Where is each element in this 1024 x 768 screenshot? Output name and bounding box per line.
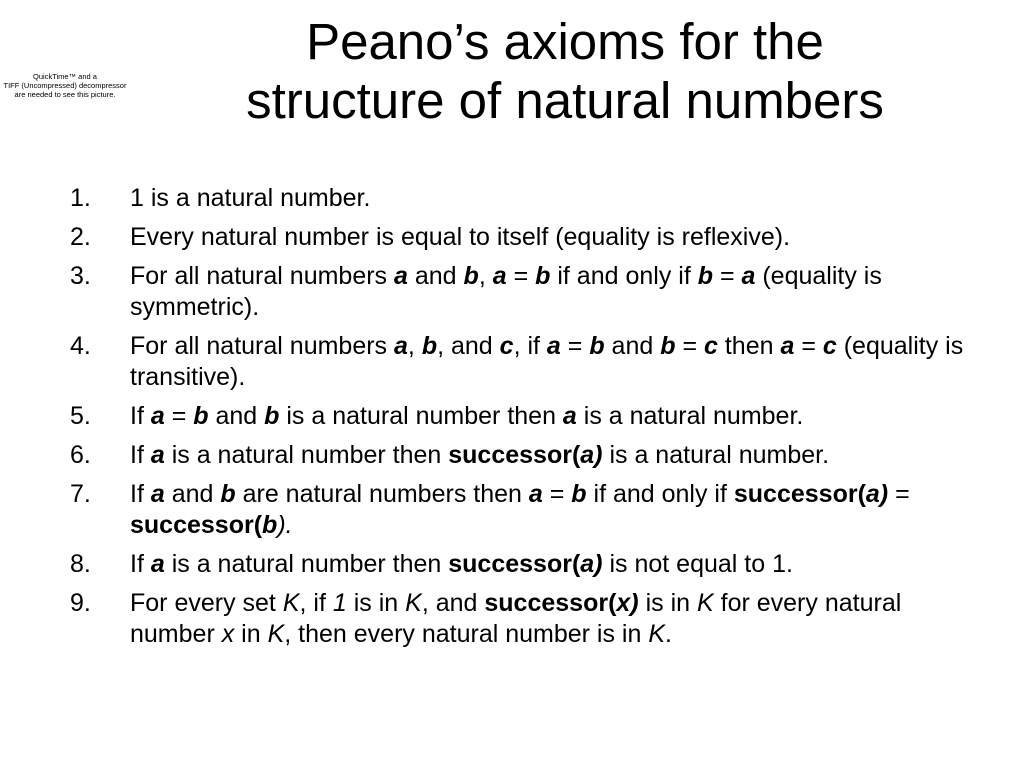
axiom-text: [130, 402, 803, 430]
axiom-text-segment: in: [234, 620, 268, 648]
axiom-text-segment: =: [794, 332, 823, 360]
axiom-text-segment: then: [717, 332, 781, 360]
axiom-text-segment: (equality is symmetric).: [130, 262, 882, 321]
axiom-text-segment: If: [130, 550, 151, 578]
axiom-item: [70, 222, 970, 253]
slide-title-line-1: Peano’s axioms for the: [306, 13, 824, 70]
axiom-text-segment: a: [150, 441, 165, 469]
axiom-text: [130, 332, 963, 391]
axiom-text-segment: b: [193, 402, 209, 430]
axiom-text-segment: successor(: [484, 589, 617, 617]
axiom-text-segment: If: [130, 441, 151, 469]
axiom-text-segment: .: [665, 620, 672, 648]
axiom-text-segment: =: [888, 480, 910, 508]
axiom-text-segment: and: [208, 402, 265, 430]
axiom-text-segment: b: [463, 262, 479, 290]
axiom-text-segment: a): [580, 441, 603, 469]
axiom-text-segment: successor(: [448, 550, 581, 578]
axiom-number: 8.: [70, 550, 91, 578]
axiom-text-segment: is a natural number then: [164, 441, 449, 469]
axiom-text-segment: is a natural number then: [164, 550, 449, 578]
axiom-text-segment: x): [616, 589, 639, 617]
axiom-text-segment: K: [282, 589, 300, 617]
axiom-text-segment: c: [704, 332, 718, 360]
axiom-text: [130, 589, 901, 648]
axiom-item: [70, 549, 970, 580]
axiom-text-segment: a: [741, 262, 756, 290]
slide-title-line-2: structure of natural numbers: [246, 72, 884, 129]
axiom-text: [130, 441, 829, 469]
axiom-number: 6.: [70, 441, 91, 469]
axiom-text-segment: a: [780, 332, 795, 360]
axiom-text-segment: K: [648, 620, 666, 648]
axiom-text-segment: =: [506, 262, 536, 290]
quicktime-placeholder-image: [0, 72, 130, 99]
placeholder-line: TIFF (Uncompressed) decompressor: [3, 81, 127, 90]
axiom-text-segment: 1: [332, 589, 347, 617]
axiom-text-segment: a: [562, 402, 577, 430]
axiom-text-segment: is a natural number then: [279, 402, 563, 430]
axiom-text-segment: a: [150, 480, 165, 508]
axiom-text-segment: is in: [638, 589, 697, 617]
axiom-text-segment: K: [697, 589, 714, 617]
axiom-text-segment: K: [405, 589, 422, 617]
axiom-text-segment: =: [713, 262, 742, 290]
axiom-text-segment: b: [220, 480, 236, 508]
axiom-text-segment: =: [560, 332, 590, 360]
axiom-text-segment: c: [499, 332, 514, 360]
axiom-text-segment: for every natural number: [130, 589, 902, 648]
axiom-text-segment: successor(: [130, 511, 263, 539]
axiom-text-segment: are natural numbers then: [235, 480, 529, 508]
axiom-text-segment: , if: [299, 589, 333, 617]
axiom-text-segment: K: [267, 620, 285, 648]
axiom-text-segment: ).: [277, 511, 293, 539]
axiom-text-segment: b: [660, 332, 676, 360]
axiom-text: [130, 223, 790, 251]
axiom-text-segment: , and: [421, 589, 485, 617]
axiom-number: 7.: [70, 480, 91, 508]
axiom-text-segment: For every set: [130, 589, 283, 617]
axiom-item: [70, 331, 970, 393]
axiom-text-segment: a: [492, 262, 507, 290]
axiom-text-segment: b: [697, 262, 713, 290]
axiom-text-segment: b: [589, 332, 605, 360]
axiom-number: 1.: [70, 184, 91, 212]
axiom-text-segment: and: [164, 480, 221, 508]
axiom-number: 5.: [70, 402, 91, 430]
placeholder-line: QuickTime™ and a: [33, 72, 97, 81]
axiom-text-segment: if and only if: [586, 480, 734, 508]
axiom-text-segment: ,: [407, 332, 422, 360]
axiom-text-segment: is in: [346, 589, 406, 617]
axiom-text-segment: For all natural numbers: [130, 332, 395, 360]
axiom-item: [70, 440, 970, 471]
axiom-text-segment: , then every natural number is in: [284, 620, 649, 648]
axiom-item: [70, 479, 970, 541]
axiom-text-segment: a): [865, 480, 889, 508]
axiom-number: 9.: [70, 589, 91, 617]
axiom-number: 3.: [70, 262, 91, 290]
axiom-number: 4.: [70, 332, 91, 360]
axiom-text-segment: For all natural numbers: [130, 262, 395, 290]
axiom-text-segment: =: [542, 480, 572, 508]
axiom-text-segment: successor(: [733, 480, 866, 508]
axiom-text-segment: If: [130, 480, 151, 508]
axiom-text-segment: a: [150, 550, 165, 578]
slide-title: [150, 12, 980, 130]
axiom-text-segment: c: [822, 332, 837, 360]
axiom-text-segment: and: [407, 262, 464, 290]
axiom-text-segment: is a natural number.: [602, 441, 830, 469]
axiom-text-segment: =: [164, 402, 194, 430]
axiom-text-segment: b: [535, 262, 551, 290]
axiom-text-segment: , and: [437, 332, 500, 360]
axiom-text-segment: a): [580, 550, 603, 578]
axiom-text-segment: x: [221, 620, 235, 648]
axiom-number: 2.: [70, 223, 91, 251]
axiom-text-segment: 1 is a natural number.: [130, 184, 371, 212]
axiom-text-segment: b: [264, 402, 280, 430]
axiom-text-segment: if and only if: [550, 262, 698, 290]
axiom-item: [70, 401, 970, 432]
axiom-text-segment: is not equal to 1.: [602, 550, 793, 578]
placeholder-line: are needed to see this picture.: [14, 90, 116, 99]
axiom-text-segment: b: [571, 480, 587, 508]
axiom-item: [70, 183, 970, 214]
axiom-text-segment: and: [604, 332, 661, 360]
axiom-text-segment: b: [421, 332, 438, 360]
axiom-text-segment: successor(: [448, 441, 581, 469]
axiom-text-segment: ,: [478, 262, 493, 290]
axiom-text-segment: a: [394, 262, 408, 290]
axiom-text: [130, 262, 882, 321]
axiom-text-segment: is a natural number.: [576, 402, 804, 430]
axiom-text: [130, 550, 793, 578]
axiom-text-segment: a: [546, 332, 561, 360]
axiom-text-segment: Every natural number is equal to itself (equality is reflexive).: [130, 223, 791, 251]
axiom-item: [70, 588, 970, 650]
axiom-list: [70, 183, 970, 658]
axiom-text-segment: a: [528, 480, 543, 508]
axiom-text: [130, 480, 910, 539]
axiom-text: [130, 184, 370, 212]
axiom-item: [70, 261, 970, 323]
axiom-text-segment: =: [675, 332, 704, 360]
axiom-text-segment: a: [394, 332, 408, 360]
axiom-text-segment: b: [262, 511, 278, 539]
axiom-text-segment: a: [150, 402, 165, 430]
axiom-text-segment: If: [130, 402, 151, 430]
axiom-text-segment: (equality is transitive).: [130, 332, 964, 391]
axiom-text-segment: , if: [513, 332, 547, 360]
